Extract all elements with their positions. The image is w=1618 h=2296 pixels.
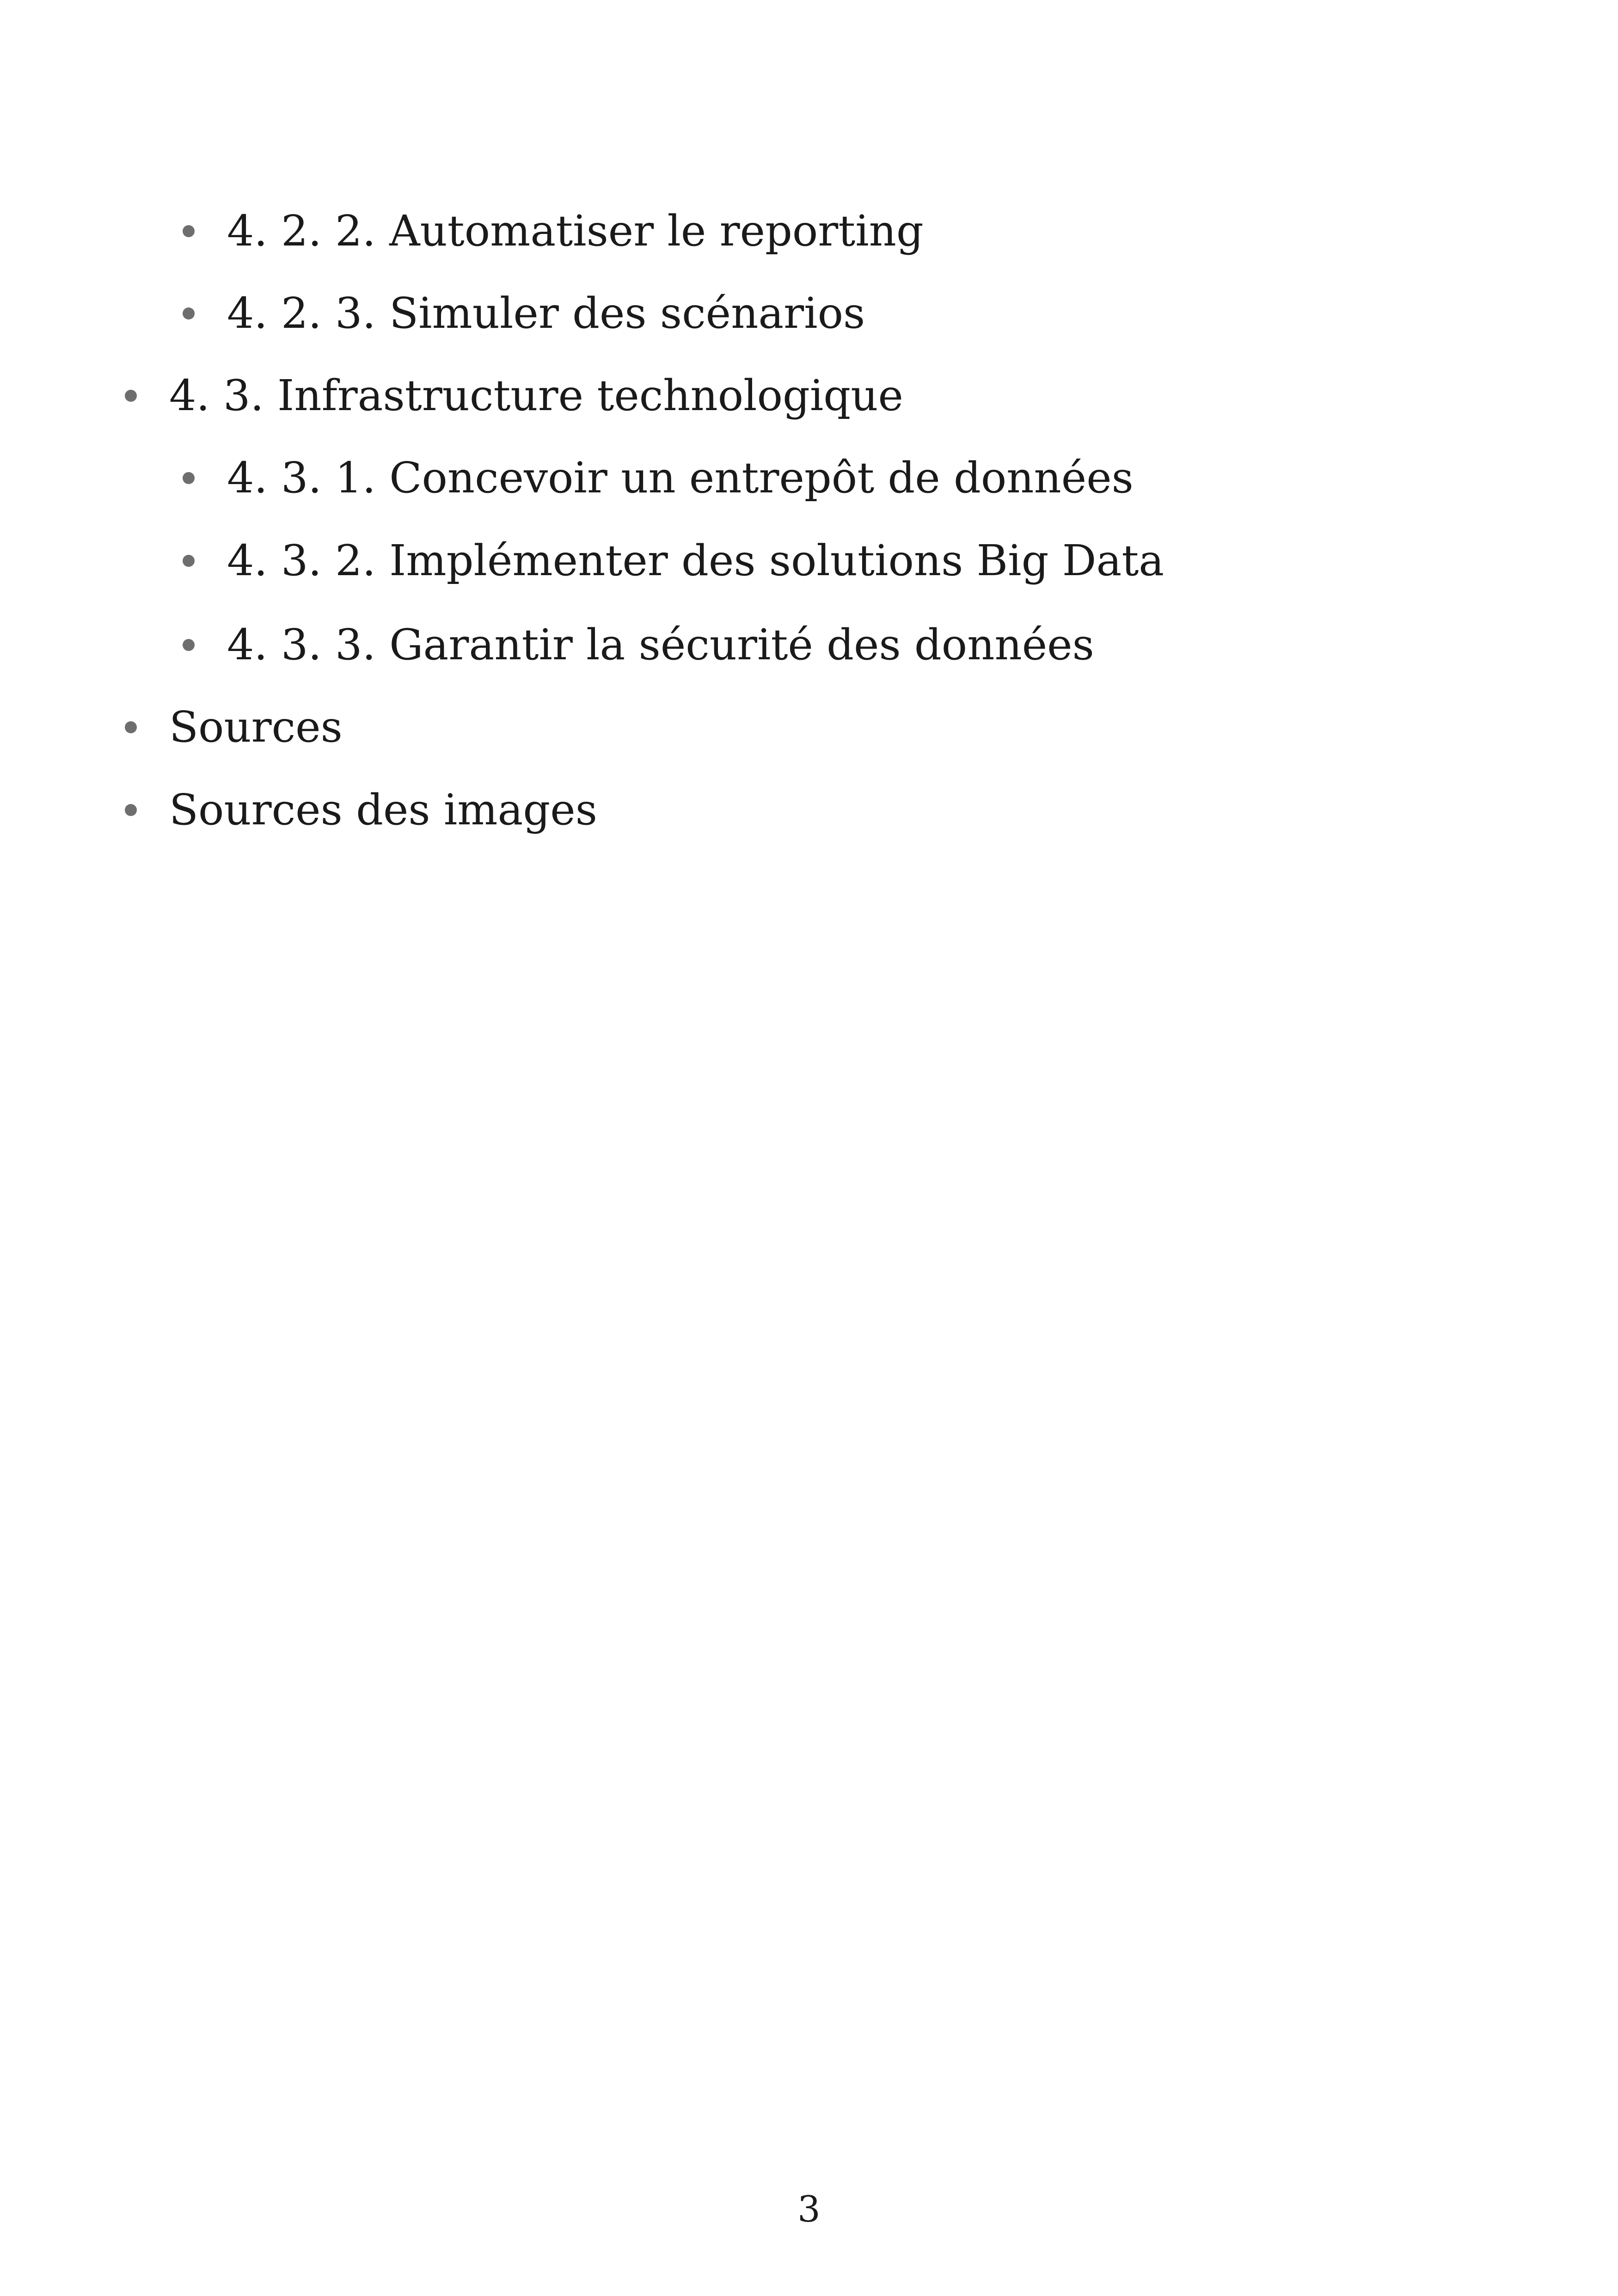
toc-item-label: 4. 3. Infrastructure technologique xyxy=(169,371,903,420)
toc-item-label: 4. 2. 2. Automatiser le reporting xyxy=(227,206,924,256)
toc-item-sources-images[interactable] xyxy=(125,780,597,840)
toc-item-infrastructure-technologique[interactable] xyxy=(125,366,903,426)
bullet-icon xyxy=(125,804,137,816)
page-number: 3 xyxy=(797,2189,821,2230)
toc-item-label: Sources xyxy=(169,702,343,752)
bullet-icon xyxy=(125,390,137,402)
toc-item-implementer-big-data[interactable] xyxy=(183,531,1164,591)
toc-item-label: 4. 3. 3. Garantir la sécurité des données xyxy=(227,620,1094,669)
bullet-icon xyxy=(183,472,195,484)
toc-item-simuler-scenarios[interactable] xyxy=(183,283,865,344)
bullet-icon xyxy=(183,225,195,237)
toc-item-label: Sources des images xyxy=(169,785,597,835)
toc-item-sources[interactable] xyxy=(125,697,343,757)
toc-item-concevoir-entrepot[interactable] xyxy=(183,448,1134,508)
toc-item-garantir-securite[interactable] xyxy=(183,615,1094,675)
bullet-icon xyxy=(183,555,195,567)
bullet-icon xyxy=(183,639,195,651)
bullet-icon xyxy=(183,307,195,319)
bullet-icon xyxy=(125,721,137,733)
toc-item-label: 4. 3. 2. Implémenter des solutions Big Data xyxy=(227,536,1164,585)
toc-item-label: 4. 3. 1. Concevoir un entrepôt de données xyxy=(227,453,1134,503)
toc-item-label: 4. 2. 3. Simuler des scénarios xyxy=(227,289,865,338)
toc-item-automatiser-reporting[interactable] xyxy=(183,201,924,261)
